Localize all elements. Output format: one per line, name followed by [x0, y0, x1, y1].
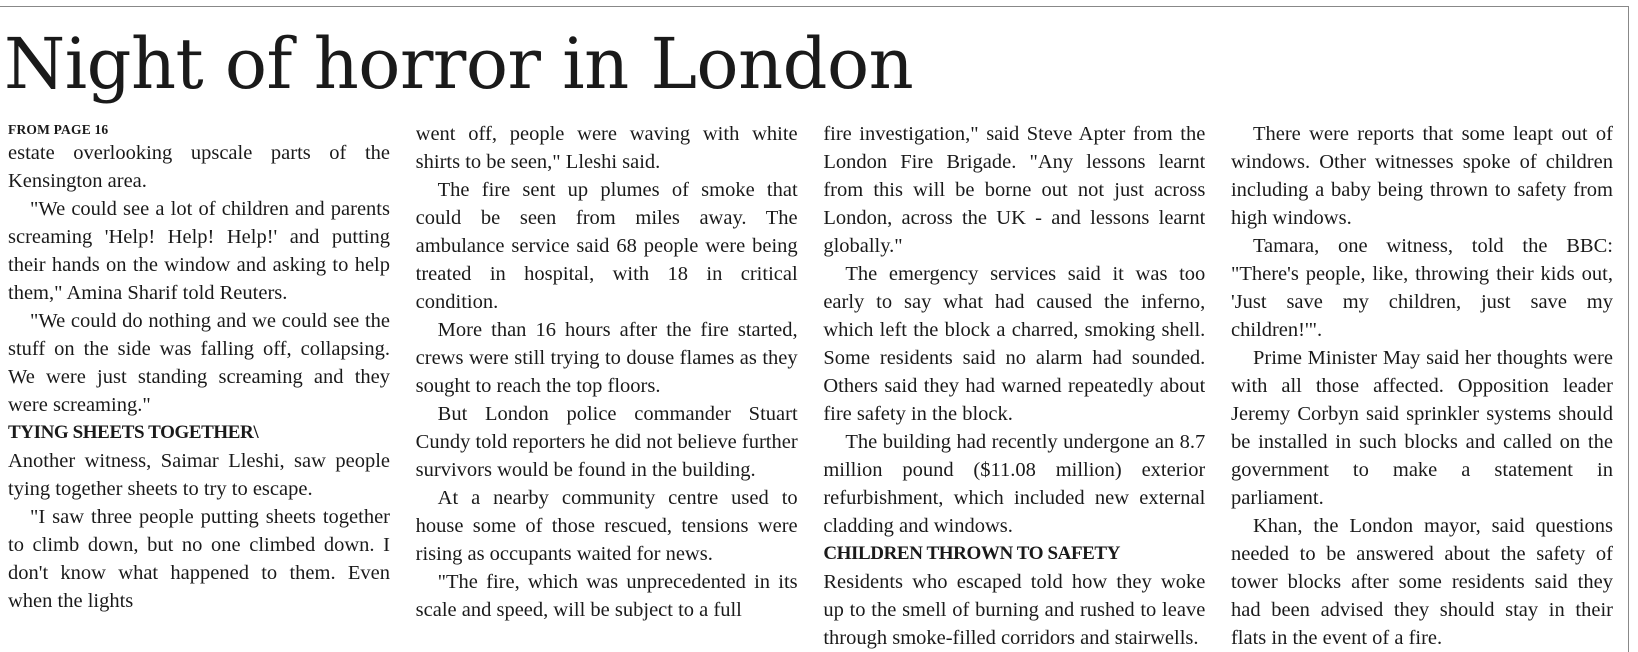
paragraph: The fire sent up plumes of smoke that could be seen from miles away. The ambulance service said 68 people were being treated in hospital, with 18 in critical condition.	[415, 179, 798, 313]
paragraph: At a nearby community centre used to house some of those rescued, tensions were rising as occupants waited for news.	[415, 487, 798, 565]
paragraph: went off, people were waving with white shirts to be seen," Lleshi said.	[415, 123, 798, 173]
paragraph: Residents who escaped told how they woke up to the smell of burning and rushed to leave through smoke-filled corridors and stairwells.	[823, 571, 1206, 649]
subheading: TYING SHEETS TOGETHER\	[8, 422, 259, 443]
right-rule	[1628, 6, 1629, 652]
paragraph: "We could see a lot of children and parents screaming 'Help! Help! Help!' and putting their hands on the window and asking to help them," Amina Sharif told Reuters.	[8, 198, 390, 304]
column-2	[416, 120, 798, 652]
paragraph: fire investigation," said Steve Apter from the London Fire Brigade. "Any lessons learnt from this will be borne out not just across London, across the UK - and lessons learnt globally."	[823, 123, 1206, 257]
subheading: CHILDREN THROWN TO SAFETY	[823, 543, 1121, 564]
headline: Night of horror in London	[4, 23, 914, 105]
paragraph: Another witness, Saimar Lleshi, saw people tying together sheets to try to escape.	[8, 450, 390, 500]
paragraph: But London police commander Stuart Cundy told reporters he did not believe further survivors would be found in the building.	[415, 403, 798, 481]
paragraph: The emergency services said it was too early to say what had caused the inferno, which left the block a charred, smoking shell. Some residents said no alarm had sounded. Others said they had warned repeatedly about fire safety in the block.	[823, 263, 1206, 425]
paragraph: There were reports that some leapt out of windows. Other witnesses spoke of children including a baby being thrown to safety from high windows.	[1230, 123, 1613, 229]
paragraph: Prime Minister May said her thoughts were with all those affected. Opposition leader Jeremy Corbyn said sprinkler systems should be installed in such blocks and called on the government to make a statement in parliament.	[1230, 347, 1613, 509]
paragraph: "We could do nothing and we could see the stuff on the side was falling off, collapsing. We were just standing screaming and they were screaming."	[8, 310, 390, 416]
paragraph: Khan, the London mayor, said questions needed to be answered about the safety of tower blocks after some residents said they had been advised they should stay in their flats in the event of a fire.	[1230, 515, 1613, 649]
top-rule	[0, 6, 1628, 7]
paragraph: Tamara, one witness, told the BBC: "There's people, like, throwing their kids out, 'Just save my children, just save my children!'".	[1230, 235, 1613, 341]
paragraph: estate overlooking upscale parts of the Kensington area.	[8, 142, 390, 192]
column-4	[1231, 120, 1613, 652]
paragraph: The building had recently undergone an 8.7 million pound ($11.08 million) exterior refurbishment, which included new external cladding and windows.	[823, 431, 1206, 537]
article-body	[8, 120, 1613, 652]
column-1	[8, 120, 390, 652]
paragraph: "The fire, which was unprecedented in its scale and speed, will be subject to a full	[415, 571, 798, 621]
paragraph: "I saw three people putting sheets together to climb down, but no one climbed down. I don't know what happened to them. Even when the lights	[8, 506, 390, 612]
section-kicker: FROM PAGE 16	[8, 122, 109, 137]
paragraph: More than 16 hours after the fire started, crews were still trying to douse flames as they sought to reach the top floors.	[415, 319, 798, 397]
column-3	[823, 120, 1205, 652]
